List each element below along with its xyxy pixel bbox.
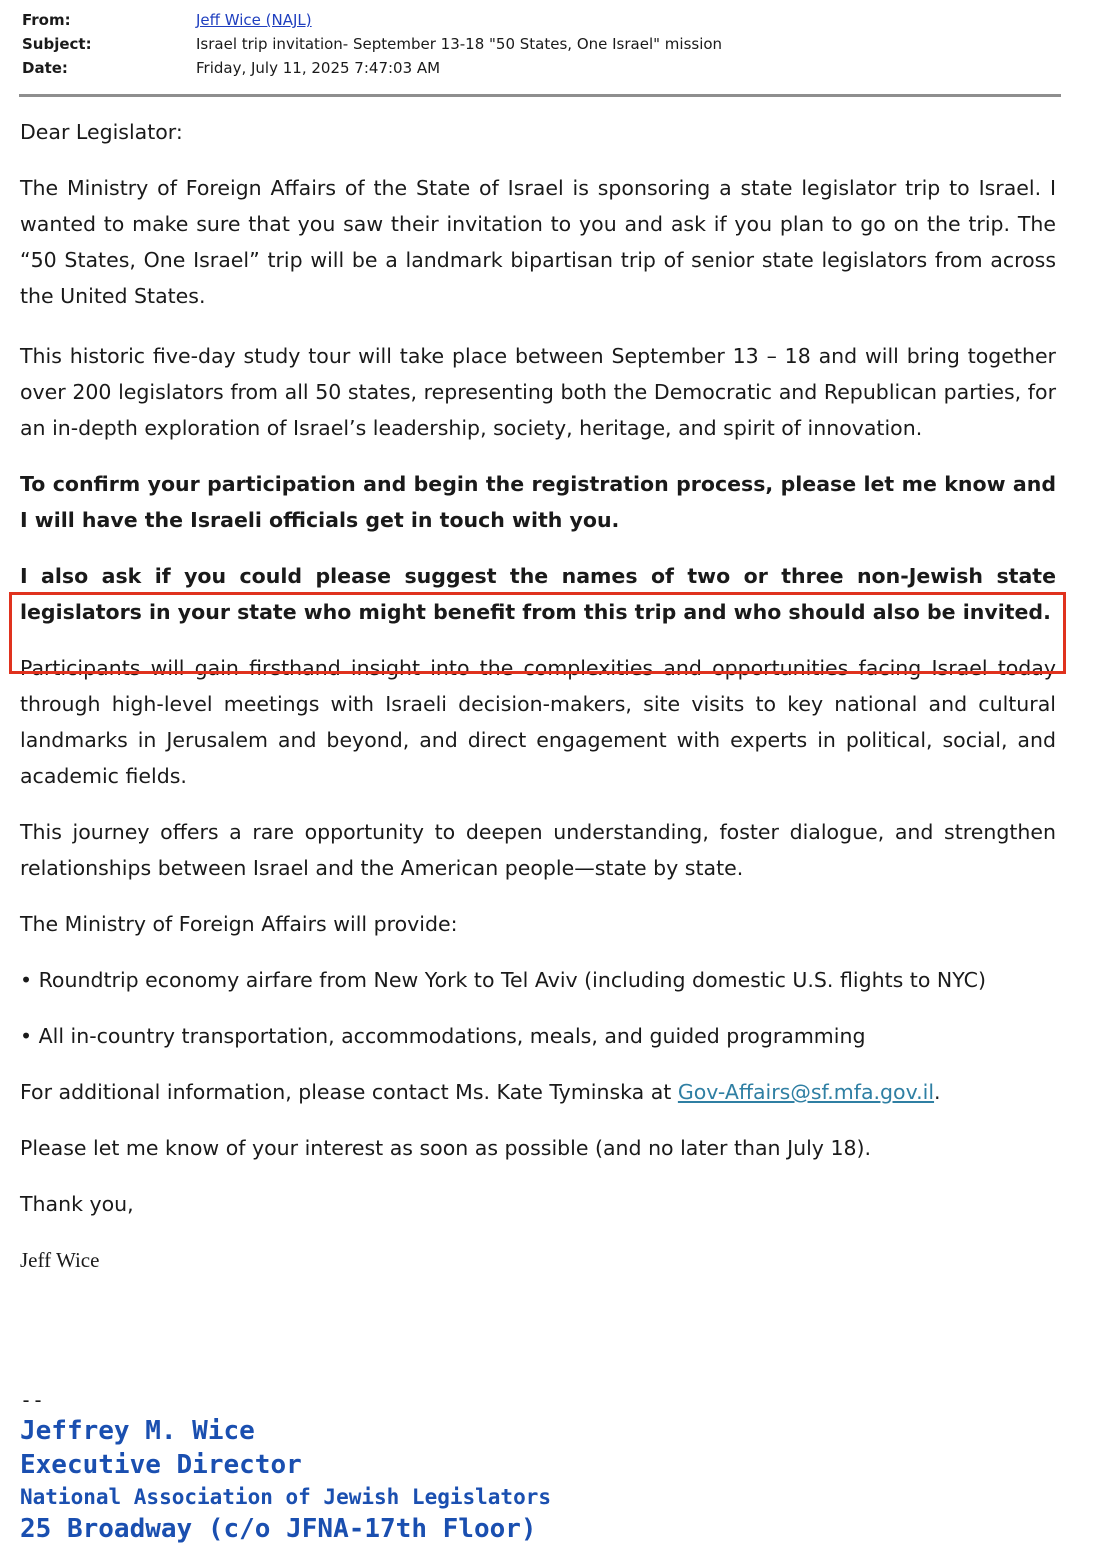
paragraph-participants: Participants will gain firsthand insight into the complexities and opportunities facing Israel today through high-level meetings with Israeli decision-makers, site visits to key national and cultural landmarks in Jerusalem and beyond, and direct engagement with experts in political, social, and academic fields.: [20, 656, 1056, 788]
bullet-transportation: • All in-country transportation, accommodations, meals, and guided programming: [20, 1024, 866, 1048]
date-row: [22, 56, 722, 80]
date-value: Friday, July 11, 2025 7:47:03 AM: [196, 59, 441, 77]
signature-separator: --: [20, 1388, 45, 1412]
email-body: [20, 114, 1056, 1278]
greeting: Dear Legislator:: [20, 120, 183, 144]
paragraph-provides: The Ministry of Foreign Affairs will provide:: [20, 912, 458, 936]
signature-organization: National Association of Jewish Legislators: [20, 1485, 552, 1509]
bullet-airfare: • Roundtrip economy airfare from New York to Tel Aviv (including domestic U.S. flights to NYC): [20, 968, 986, 992]
contact-prefix: For additional information, please contact Ms. Kate Tyminska at: [20, 1080, 678, 1104]
paragraph-tour-details: This historic five-day study tour will take place between September 13 – 18 and will bring together over 200 legislators from all 50 states, representing both the Democratic and Republican parties, for an in-depth exploration of Israel’s leadership, society, heritage, and spirit of innovation.: [20, 344, 1056, 440]
date-label: Date:: [22, 59, 68, 77]
header-divider: [19, 94, 1061, 97]
paragraph-deadline: Please let me know of your interest as soon as possible (and no later than July 18).: [20, 1136, 872, 1160]
contact-suffix: .: [934, 1080, 941, 1104]
subject-value: Israel trip invitation- September 13-18 "50 States, One Israel" mission: [196, 35, 723, 53]
paragraph-journey: This journey offers a rare opportunity to deepen understanding, foster dialogue, and strengthen relationships between Israel and the American people—state by state.: [20, 820, 1056, 880]
paragraph-sponsorship: The Ministry of Foreign Affairs of the State of Israel is sponsoring a state legislator trip to Israel. I wanted to make sure that you saw their invitation to you and ask if you plan to go on the trip. The “50 States, One Israel” trip will be a landmark bipartisan trip of senior state legislators from across the United States.: [20, 176, 1056, 308]
sender-link[interactable]: Jeff Wice (NAJL): [196, 11, 312, 29]
signature-title: Executive Director: [20, 1450, 302, 1480]
subject-row: [22, 32, 722, 56]
highlight-annotation-box: [9, 592, 1066, 674]
closing-signature-name: Jeff Wice: [20, 1248, 100, 1272]
email-header: [22, 8, 722, 80]
paragraph-confirm: To confirm your participation and begin the registration process, please let me know and I will have the Israeli officials get in touch with you.: [20, 472, 1056, 532]
paragraph-highlighted-request: I also ask if you could please suggest the names of two or three non-Jewish state legislators in your state who might benefit from this trip and who should also be invited.: [20, 564, 1056, 624]
email-signature: [20, 1386, 551, 1546]
subject-label: Subject:: [22, 35, 92, 53]
signature-name: Jeffrey M. Wice: [20, 1416, 255, 1446]
from-row: [22, 8, 722, 32]
paragraph-contact: [20, 1074, 1056, 1110]
closing-thanks: Thank you,: [20, 1192, 134, 1216]
from-label: From:: [22, 11, 71, 29]
contact-email-link[interactable]: Gov-Affairs@sf.mfa.gov.il: [677, 1080, 935, 1104]
signature-address: 25 Broadway (c/o JFNA-17th Floor): [20, 1514, 537, 1544]
